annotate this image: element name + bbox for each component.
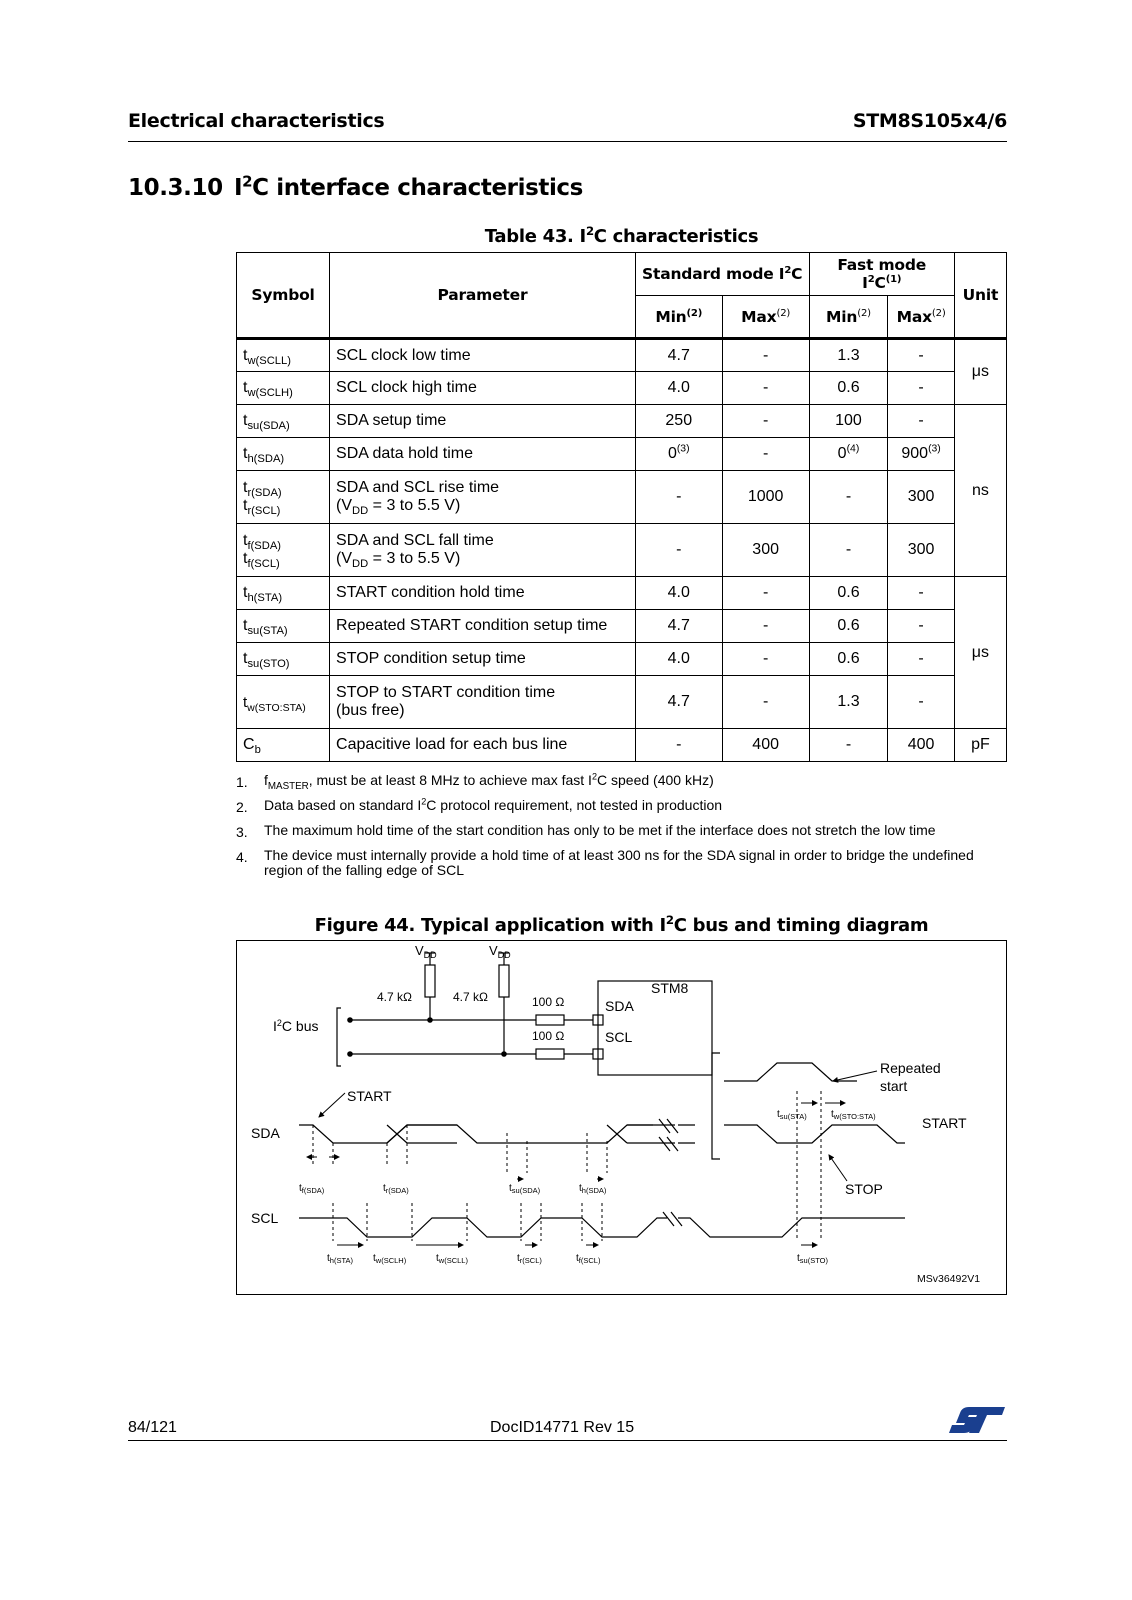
cell-std-min: 4.0 — [635, 643, 722, 676]
sda-after-cross — [627, 1125, 675, 1143]
cell-parameter: SDA and SCL fall time ($V_{DD} = 3$ to 5.5 V) — [330, 524, 636, 577]
table-row — [237, 524, 1007, 577]
cell-parameter: START condition hold time — [330, 577, 636, 610]
cell-symbol: $t_{f(SDA)}$ $t_{f(SCL)}$ — [237, 524, 330, 577]
stop-start-wave — [724, 1125, 905, 1143]
note-3: 3. The maximum hold time of the start condition has only to be met if the interface does not stretch the low time — [236, 822, 936, 840]
cell-fast-max: - — [888, 610, 954, 643]
cell-std-max: - — [722, 643, 809, 676]
r4-label: 100 Ω — [532, 1029, 565, 1043]
table-notes — [236, 773, 976, 888]
bus-dot-scl — [347, 1051, 353, 1057]
cell-fast-max: 300 — [888, 524, 954, 577]
cell-fast-min: - — [809, 524, 888, 577]
doc-id: DocID14771 Rev 15 — [490, 1419, 635, 1436]
vdd-label-1: $V_{DD}$ — [415, 943, 437, 960]
repeated-start-arrow — [833, 1071, 877, 1081]
marker-tsu-sda — [507, 1133, 527, 1173]
label-tw-sto-sta: $t_{w(STO:STA)}$ — [831, 1109, 876, 1121]
cell-parameter: SDA setup time — [330, 405, 636, 438]
footer-rule — [128, 1440, 1007, 1441]
cell-std-min: - — [635, 471, 722, 524]
table-row — [237, 729, 1007, 762]
header-fast-max: Max$^{(2)}$ — [888, 296, 954, 339]
cell-std-max: - — [722, 610, 809, 643]
section-title-pre: I — [234, 175, 243, 201]
label-tsu-sta: $t_{su(STA)}$ — [777, 1109, 807, 1121]
cell-std-min: 4.0 — [635, 372, 722, 405]
cell-symbol: $C_b$ — [237, 729, 330, 762]
table-row — [237, 577, 1007, 610]
note-1: 1. $f_{MASTER}$, must be at least 8 MHz to achieve max fast $I^2C$ speed (400 kHz) — [236, 771, 714, 792]
table-row — [237, 676, 1007, 729]
section-number: 10.3.10 — [128, 175, 223, 201]
repeated-start-wave — [724, 1063, 857, 1081]
cell-std-max: 400 — [722, 729, 809, 762]
note-4: 4. The device must internally provide a hold time of at least 300 ns for the SDA signal in order to bridge the undefined region of the falling edge of SCL — [236, 847, 974, 878]
cell-symbol: $t_{su(STA)}$ — [237, 610, 330, 643]
label-th-sda: $t_{h(SDA)}$ — [579, 1183, 607, 1195]
cell-unit: μs — [954, 577, 1006, 729]
header-fast-min: Min$^{(2)}$ — [809, 296, 888, 339]
note-2: 2. Data based on standard $I^2C$ protocol requirement, not tested in production — [236, 796, 723, 815]
header-rule — [128, 141, 1007, 142]
figure-caption-pre: Figure 44. Typical application with I — [314, 915, 666, 936]
cell-fast-min: 0.6 — [809, 610, 888, 643]
junction-dot-1 — [427, 1017, 433, 1023]
label-tr-scl: $t_{r(SCL)}$ — [517, 1253, 542, 1265]
figure-caption — [236, 915, 1007, 936]
cell-std-min: 4.7 — [635, 339, 722, 372]
marker-th-sda — [587, 1133, 607, 1173]
vdd-label-2: $V_{DD}$ — [489, 943, 511, 960]
cell-fast-max: - — [888, 577, 954, 610]
pullup-resistor-2 — [499, 965, 509, 997]
label-tw-sclh: $t_{w(SCLH)}$ — [373, 1253, 407, 1265]
cell-std-min: 0$^{(3)}$ — [635, 438, 722, 471]
page-number: 84/121 — [128, 1419, 177, 1436]
cell-fast-max: - — [888, 676, 954, 729]
cell-parameter: SDA and SCL rise time ($V_{DD} = 3$ to 5.5 V) — [330, 471, 636, 524]
cell-fast-max: - — [888, 405, 954, 438]
cell-unit: μs — [954, 339, 1006, 405]
series-resistor-sda — [536, 1015, 564, 1025]
marker-tr-sda — [387, 1125, 407, 1166]
header-std-min: Min$^{(2)}$ — [635, 296, 722, 339]
marker-tf-sda — [313, 1125, 333, 1166]
label-tf-sda: $t_{f(SDA)}$ — [299, 1183, 325, 1195]
header-parameter: Parameter — [330, 253, 636, 339]
cell-fast-min: 1.3 — [809, 339, 888, 372]
label-tsu-sto: $t_{su(STO)}$ — [797, 1253, 828, 1265]
section-title-post: C interface characteristics — [252, 175, 583, 201]
repeated-label: Repeated — [880, 1060, 941, 1076]
cell-fast-max: 400 — [888, 729, 954, 762]
cell-fast-min: 0.6 — [809, 643, 888, 676]
scl-pin-label: SCL — [605, 1029, 633, 1045]
cell-unit: pF — [954, 729, 1006, 762]
cell-fast-max: - — [888, 643, 954, 676]
cell-symbol: $t_{r(SDA)}$ $t_{r(SCL)}$ — [237, 471, 330, 524]
stop-arrow — [829, 1155, 847, 1181]
i2c-bus-label: $I^2C$ bus — [273, 1018, 319, 1034]
table-row — [237, 438, 1007, 471]
marker-th-sta — [333, 1203, 367, 1241]
section-heading — [128, 172, 583, 201]
label-tw-scll: $t_{w(SCLL)}$ — [436, 1253, 468, 1265]
table-row — [237, 643, 1007, 676]
r1-label: 4.7 kΩ — [377, 990, 412, 1004]
table-caption — [236, 226, 1007, 247]
table-caption-sup: 2 — [585, 224, 594, 238]
marker-tw — [412, 1203, 467, 1241]
table-row — [237, 471, 1007, 524]
cell-parameter: Capacitive load for each bus line — [330, 729, 636, 762]
section-title-sup: 2 — [242, 172, 253, 191]
header-standard-mode: Standard mode $I^2C$ — [635, 253, 809, 296]
stm8-label: STM8 — [651, 980, 689, 996]
cell-symbol: $t_{h(STA)}$ — [237, 577, 330, 610]
cell-fast-min: 100 — [809, 405, 888, 438]
bus-bracket — [337, 1008, 341, 1066]
label-tr-sda: $t_{r(SDA)}$ — [383, 1183, 409, 1195]
cell-fast-max: 300 — [888, 471, 954, 524]
marker-tr-scl — [521, 1203, 541, 1241]
cell-parameter: STOP to START condition time (bus free) — [330, 676, 636, 729]
table-row — [237, 405, 1007, 438]
cell-symbol: $t_{w(STO:STA)}$ — [237, 676, 330, 729]
start-arrow — [319, 1093, 345, 1117]
cell-fast-max: - — [888, 339, 954, 372]
label-th-sta: $t_{h(STA)}$ — [327, 1253, 353, 1265]
cell-parameter: STOP condition setup time — [330, 643, 636, 676]
header-section-title: Electrical characteristics — [128, 110, 385, 132]
cell-fast-min: - — [809, 471, 888, 524]
table-caption-post: C characteristics — [593, 226, 759, 247]
cell-fast-min: 0.6 — [809, 577, 888, 610]
cell-std-min: - — [635, 524, 722, 577]
cell-std-max: - — [722, 372, 809, 405]
cell-parameter: SDA data hold time — [330, 438, 636, 471]
cell-std-max: - — [722, 676, 809, 729]
pullup-resistor-1 — [425, 965, 435, 997]
header-unit: Unit — [954, 253, 1006, 339]
table-row — [237, 339, 1007, 372]
table-row — [237, 610, 1007, 643]
cell-std-max: - — [722, 577, 809, 610]
cell-parameter: SCL clock high time — [330, 372, 636, 405]
sda-waveform-high — [299, 1125, 653, 1143]
repeated-label-2: start — [880, 1078, 908, 1094]
r2-label: 4.7 kΩ — [453, 990, 488, 1004]
junction-dot-2 — [501, 1051, 507, 1057]
r3-label: 100 Ω — [532, 995, 565, 1009]
cell-std-max: 300 — [722, 524, 809, 577]
i2c-timing-figure — [236, 940, 1007, 1295]
cell-symbol: $t_{w(SCLL)}$ — [237, 339, 330, 372]
i2c-characteristics-table — [236, 252, 1007, 762]
header-fast-mode: Fast mode $I^2C^{(1)}$ — [809, 253, 954, 296]
cell-std-max: - — [722, 438, 809, 471]
st-logo — [947, 1405, 1007, 1440]
header-part-number: STM8S105x4/6 — [852, 110, 1007, 132]
cell-fast-min: 1.3 — [809, 676, 888, 729]
cell-parameter: SCL clock low time — [330, 339, 636, 372]
cell-std-min: 250 — [635, 405, 722, 438]
stop-label: STOP — [845, 1181, 883, 1197]
figure-caption-sup: 2 — [665, 913, 674, 927]
cell-std-min: 4.7 — [635, 610, 722, 643]
cell-symbol: $t_{su(SDA)}$ — [237, 405, 330, 438]
sda-tail — [678, 1125, 695, 1143]
cell-fast-max: - — [888, 372, 954, 405]
cell-std-min: - — [635, 729, 722, 762]
table-row — [237, 372, 1007, 405]
start-label: START — [347, 1088, 392, 1104]
cell-symbol: $t_{w(SCLH)}$ — [237, 372, 330, 405]
cell-fast-min: 0.6 — [809, 372, 888, 405]
cell-std-min: 4.0 — [635, 577, 722, 610]
cell-symbol: $t_{h(SDA)}$ — [237, 438, 330, 471]
sda-data-lines — [407, 1125, 457, 1143]
cell-parameter: Repeated START condition setup time — [330, 610, 636, 643]
scl-label: SCL — [251, 1210, 279, 1226]
cell-std-max: - — [722, 405, 809, 438]
timing-diagram — [237, 941, 1008, 1296]
sda-pin-label: SDA — [605, 998, 634, 1014]
label-tsu-sda: $t_{su(SDA)}$ — [509, 1183, 541, 1195]
marker-tf-scl — [582, 1203, 602, 1241]
sda-break-top — [659, 1119, 678, 1133]
table-caption-pre: Table 43. I — [484, 226, 586, 247]
repeated-start-bracket — [712, 1053, 720, 1159]
cell-std-max: - — [722, 339, 809, 372]
figure-caption-post: C bus and timing diagram — [673, 915, 929, 936]
cell-fast-min: - — [809, 729, 888, 762]
series-resistor-scl — [536, 1049, 564, 1059]
sda-break-bottom — [659, 1137, 678, 1151]
cell-fast-max: 900$^{(3)}$ — [888, 438, 954, 471]
cell-unit: ns — [954, 405, 1006, 577]
start-label-2: START — [922, 1115, 967, 1131]
scl-waveform — [299, 1218, 667, 1237]
sda-label: SDA — [251, 1125, 280, 1141]
st-logo-icon — [947, 1405, 1007, 1435]
scl-break — [663, 1212, 682, 1226]
cell-symbol: $t_{su(STO)}$ — [237, 643, 330, 676]
figure-ref: MSv36492V1 — [917, 1273, 981, 1285]
header-std-max: Max$^{(2)}$ — [722, 296, 809, 339]
header-symbol: Symbol — [237, 253, 330, 339]
cell-std-min: 4.7 — [635, 676, 722, 729]
cell-fast-min: 0$^{(4)}$ — [809, 438, 888, 471]
scl-tail — [678, 1218, 905, 1237]
label-tf-scl: $t_{f(SCL)}$ — [576, 1253, 601, 1265]
bus-dot-sda — [347, 1017, 353, 1023]
cell-std-max: 1000 — [722, 471, 809, 524]
